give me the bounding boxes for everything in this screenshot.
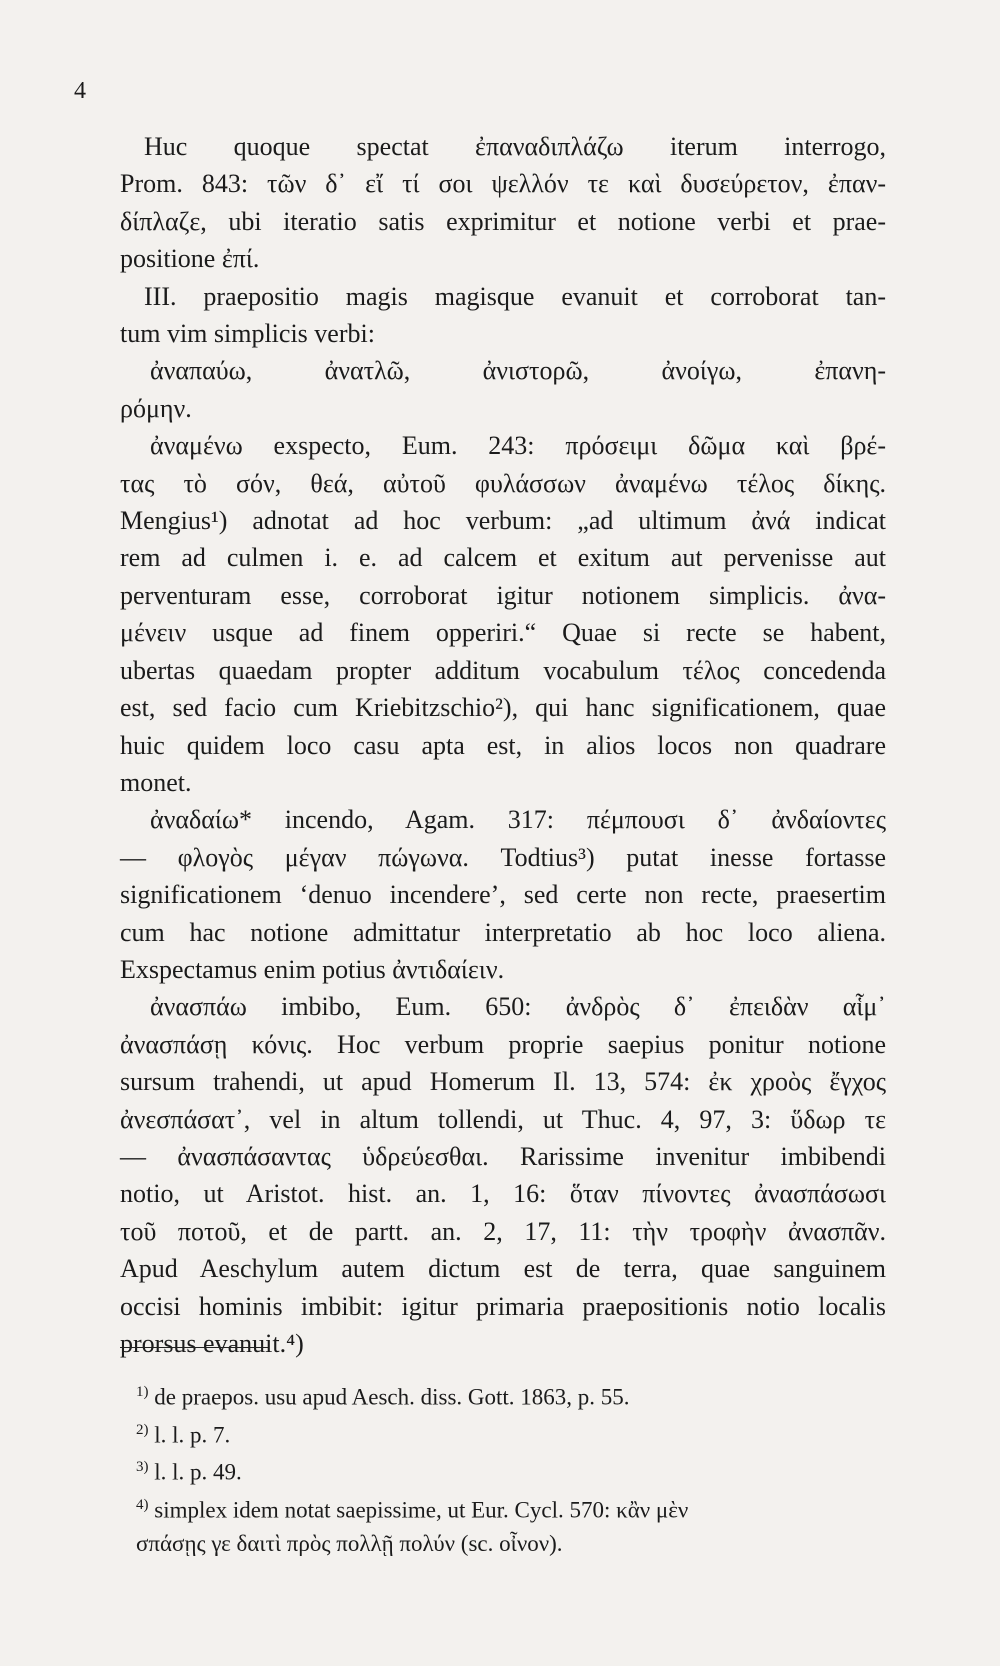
footnote-mark: 1) bbox=[136, 1384, 149, 1400]
body-text bbox=[120, 128, 886, 1362]
footnote-text: de praepos. usu apud Aesch. diss. Gott. 1863, p. 55. bbox=[154, 1384, 630, 1410]
body-line: monet. bbox=[120, 767, 192, 797]
body-line: ἀναπαύω, ἀνατλῶ, ἀνιστορῶ, ἀνοίγω, ἐπανη- bbox=[150, 356, 886, 386]
body-line: prorsus evanuit.⁴) bbox=[120, 1329, 304, 1358]
footnote bbox=[118, 1376, 898, 1414]
footnotes bbox=[118, 1376, 898, 1560]
body-line: positione ἐπί. bbox=[120, 244, 260, 274]
body-line: τας τὸ σόν, θεά, αὐτοῦ φυλάσσων ἀναμένω τέλος δίκης. bbox=[120, 468, 886, 498]
body-line: ἀνασπάσῃ κόνις. Hoc verbum proprie saepius ponitur notione bbox=[120, 1029, 886, 1059]
body-line: — φλογὸς μέγαν πώγωνα. Todtius³) putat inesse fortasse bbox=[120, 842, 886, 872]
body-line: ubertas quaedam propter additum vocabulum τέλος concedenda bbox=[120, 655, 886, 685]
footnote-text: l. l. p. 7. bbox=[154, 1422, 231, 1448]
body-line: sursum trahendi, ut apud Homerum Il. 13, 574: ἐκ χροὸς ἔγχος bbox=[120, 1067, 886, 1097]
body-line: perventuram esse, corroborat igitur notionem simplicis. ἀνα- bbox=[120, 580, 886, 610]
footnote bbox=[118, 1414, 898, 1452]
body-line: μένειν usque ad finem opperiri.“ Quae si recte se habent, bbox=[120, 618, 886, 648]
body-line: ρόμην. bbox=[120, 393, 192, 423]
body-line: rem ad culmen i. e. ad calcem et exitum aut pervenisse aut bbox=[120, 543, 886, 573]
body-line: cum hac notione admittatur interpretatio ab hoc loco aliena. bbox=[120, 917, 886, 947]
body-line: Prom. 843: τῶν δ᾿ εἴ τί σοι ψελλόν τε καὶ δυσεύρετον, ἐπαν- bbox=[120, 169, 886, 199]
footnote bbox=[118, 1489, 898, 1527]
body-line: ἀναδαίω* incendo, Agam. 317: πέμπουσι δ᾿ ἀνδαίοντες bbox=[150, 805, 886, 835]
body-line: occisi hominis imbibit: igitur primaria praepositionis notio localis bbox=[120, 1291, 886, 1321]
body-line: huic quidem loco casu apta est, in alios locos non quadrare bbox=[120, 730, 886, 760]
footnote-text: simplex idem notat saepissime, ut Eur. Cycl. 570: κἂν μὲν bbox=[154, 1497, 689, 1523]
body-line: III. praepositio magis magisque evanuit et corroborat tan- bbox=[144, 281, 886, 311]
body-line: significationem ‘denuo incendere’, sed certe non recte, praesertim bbox=[120, 880, 886, 910]
body-line: δίπλαζε, ubi iteratio satis exprimitur et notione verbi et prae- bbox=[120, 206, 886, 236]
body-line: ἀνεσπάσατ᾿, vel in altum tollendi, ut Thuc. 4, 97, 3: ὕδωρ τε bbox=[120, 1104, 886, 1134]
body-line: ἀναμένω exspecto, Eum. 243: πρόσειμι δῶμα καὶ βρέ- bbox=[150, 431, 886, 461]
footnote-divider bbox=[120, 1347, 268, 1348]
body-line: tum vim simplicis verbi: bbox=[120, 319, 375, 349]
body-line: Exspectamus enim potius ἀντιδαίειν. bbox=[120, 954, 505, 984]
body-line: τοῦ ποτοῦ, et de partt. an. 2, 17, 11: τὴν τροφὴν ἀνασπᾶν. bbox=[120, 1216, 886, 1246]
body-line: Mengius¹) adnotat ad hoc verbum: „ad ultimum ἀνά indicat bbox=[120, 506, 886, 536]
body-line: ἀνασπάω imbibo, Eum. 650: ἀνδρὸς δ᾿ ἐπειδὰν αἷμ᾿ bbox=[150, 992, 886, 1022]
body-line: notio, ut Aristot. hist. an. 1, 16: ὅταν πίνοντες ἀνασπάσωσι bbox=[120, 1179, 886, 1209]
body-line: Huc quoque spectat ἐπαναδιπλάζω iterum interrogo, bbox=[144, 132, 886, 161]
footnote-continuation: σπάσῃς γε δαιτὶ πρὸς πολλῇ πολύν (sc. οἶνον). bbox=[136, 1530, 563, 1556]
footnote-text: l. l. p. 49. bbox=[154, 1459, 242, 1485]
body-line: est, sed facio cum Kriebitzschio²), qui hanc significationem, quae bbox=[120, 693, 886, 723]
body-line: Apud Aeschylum autem dictum est de terra, quae sanguinem bbox=[120, 1254, 886, 1284]
body-line: — ἀνασπάσαντας ὑδρεύεσθαι. Rarissime invenitur imbibendi bbox=[120, 1141, 886, 1171]
footnote bbox=[118, 1451, 898, 1489]
page-number: 4 bbox=[74, 78, 86, 104]
footnote-mark: 3) bbox=[136, 1459, 149, 1476]
footnote-mark: 4) bbox=[136, 1496, 149, 1513]
footnote-mark: 2) bbox=[136, 1421, 149, 1438]
